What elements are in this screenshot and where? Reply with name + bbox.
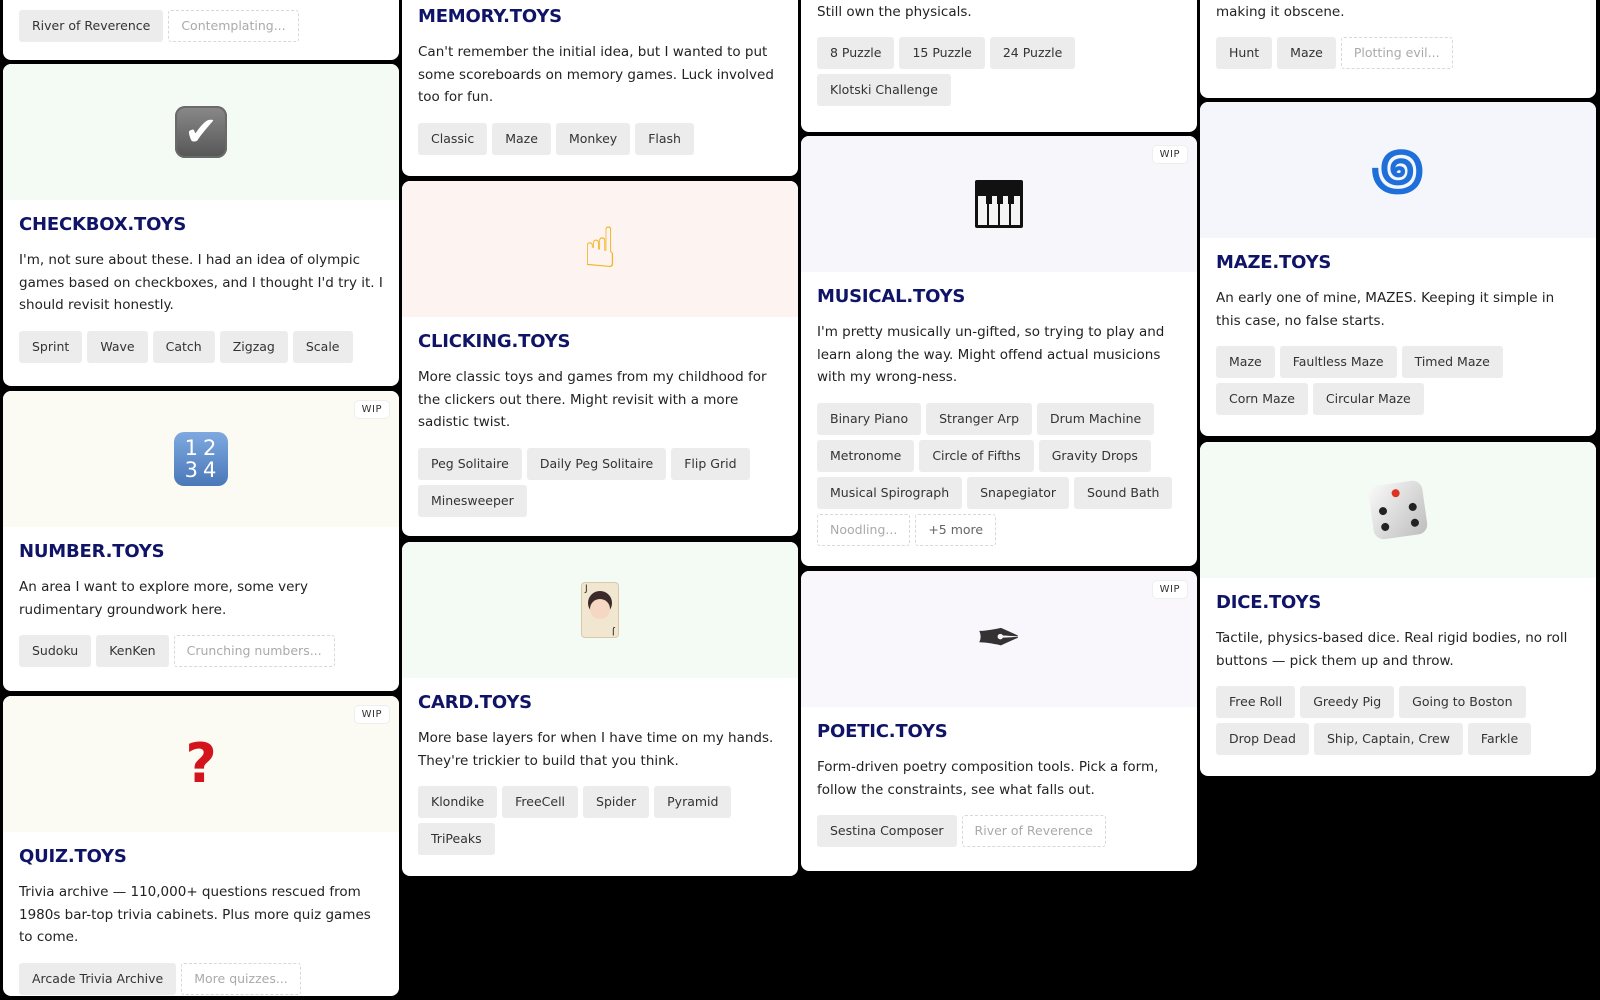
tag[interactable]: Klondike <box>418 786 497 818</box>
card-corner-mark: J <box>612 626 615 636</box>
tag[interactable]: Farkle <box>1468 723 1531 755</box>
tag-placeholder: More quizzes... <box>181 963 301 995</box>
card-description: More base layers for when I have time on my hands. They're trickier to build that you think. <box>418 730 774 769</box>
wip-badge: WIP <box>1153 581 1187 598</box>
card-card-toys[interactable] <box>402 542 798 876</box>
tag[interactable]: Circular Maze <box>1313 383 1424 415</box>
tag[interactable]: Maze <box>1216 346 1275 378</box>
card-title[interactable]: MEMORY.TOYS <box>418 6 562 27</box>
more-tags-button[interactable]: +5 more <box>915 514 996 546</box>
tag[interactable]: TriPeaks <box>418 823 495 855</box>
tag[interactable]: Hunt <box>1216 37 1272 69</box>
game-die-icon <box>1368 480 1429 541</box>
tag[interactable]: Timed Maze <box>1402 346 1503 378</box>
wip-badge: WIP <box>1153 146 1187 163</box>
tag[interactable]: Arcade Trivia Archive <box>19 963 176 995</box>
tag[interactable]: Greedy Pig <box>1300 686 1394 718</box>
tag[interactable]: Scale <box>293 331 353 363</box>
joker-card-icon <box>582 583 618 637</box>
tag[interactable]: Circle of Fifths <box>919 440 1033 472</box>
tag[interactable]: Daily Peg Solitaire <box>527 448 666 480</box>
tag[interactable]: Zigzag <box>220 331 288 363</box>
tag[interactable]: 24 Puzzle <box>990 37 1075 69</box>
card-hero <box>3 391 399 527</box>
tag[interactable]: Metronome <box>817 440 914 472</box>
card-title[interactable]: DICE.TOYS <box>1216 592 1322 613</box>
tag[interactable]: River of Reverence <box>19 10 163 42</box>
tag[interactable]: Classic <box>418 123 487 155</box>
red-question-mark-icon: ? <box>185 732 217 795</box>
card-musical-toys[interactable] <box>801 136 1197 566</box>
tag[interactable]: Maze <box>492 123 551 155</box>
fountain-pen-icon: ✒ <box>975 606 1023 671</box>
card-description: Can't remember the initial idea, but I wanted to put some scoreboards on memory games. Luck involved too for fun. <box>418 44 774 105</box>
tag[interactable]: Klotski Challenge <box>817 74 951 106</box>
card-hero <box>3 696 399 832</box>
card-hero <box>1200 102 1596 238</box>
tag[interactable]: Sound Bath <box>1074 477 1172 509</box>
card-title[interactable]: CHECKBOX.TOYS <box>19 214 187 235</box>
card-description: making it obscene. <box>1216 3 1345 20</box>
card-number-toys[interactable] <box>3 391 399 691</box>
tag[interactable]: Wave <box>87 331 147 363</box>
tag[interactable]: Corn Maze <box>1216 383 1308 415</box>
card-description: More classic toys and games from my childhood for the clickers out there. Might revisit with a more sadistic twist. <box>418 369 767 430</box>
card-hero <box>402 181 798 317</box>
tag[interactable]: Going to Boston <box>1399 686 1525 718</box>
tag[interactable]: FreeCell <box>502 786 578 818</box>
card-title[interactable]: MUSICAL.TOYS <box>817 286 966 307</box>
ballot-box-check-icon: ✔ <box>175 106 227 158</box>
tag-placeholder: Noodling... <box>817 514 910 546</box>
card-clicking-toys[interactable] <box>402 181 798 536</box>
tag[interactable]: Drop Dead <box>1216 723 1309 755</box>
card-hero <box>1200 442 1596 578</box>
card-description: An early one of mine, MAZES. Keeping it simple in this case, no false starts. <box>1216 290 1555 329</box>
card-memory-toys[interactable] <box>402 0 798 176</box>
joker-face <box>590 599 610 619</box>
tag[interactable]: Peg Solitaire <box>418 448 522 480</box>
pointing-up-hand-icon: ☝ <box>582 216 618 281</box>
card-title[interactable]: CARD.TOYS <box>418 692 532 713</box>
card-description: I'm, not sure about these. I had an idea of olympic games based on checkboxes, and I thought I'd try it. I should revisit honestly. <box>19 252 383 313</box>
tag[interactable]: Faultless Maze <box>1280 346 1397 378</box>
card-poetic-toys[interactable] <box>801 571 1197 871</box>
card-hero <box>3 64 399 200</box>
card-partial-top-col3[interactable] <box>801 0 1197 132</box>
card-hero <box>402 542 798 678</box>
icon-digits-top: 12 <box>184 436 222 460</box>
card-description: Tactile, physics-based dice. Real rigid bodies, no roll buttons — pick them up and throw. <box>1216 630 1568 669</box>
cyclone-spiral-icon: ꩜ <box>1371 137 1425 202</box>
card-dice-toys[interactable] <box>1200 442 1596 776</box>
card-title[interactable]: POETIC.TOYS <box>817 721 948 742</box>
wip-badge: WIP <box>355 401 389 418</box>
tag[interactable]: Sprint <box>19 331 82 363</box>
tag[interactable]: Pyramid <box>654 786 731 818</box>
card-maze-toys[interactable] <box>1200 102 1596 436</box>
card-hero <box>801 136 1197 272</box>
tag[interactable]: Ship, Captain, Crew <box>1314 723 1463 755</box>
tag[interactable]: Flip Grid <box>671 448 749 480</box>
card-title[interactable]: NUMBER.TOYS <box>19 541 165 562</box>
card-description: Form-driven poetry composition tools. Pick a form, follow the constraints, see what falls out. <box>817 759 1159 798</box>
tag[interactable]: Binary Piano <box>817 403 921 435</box>
card-corner-letter: J <box>585 584 588 594</box>
tag-placeholder: Plotting evil... <box>1341 37 1453 69</box>
tag[interactable]: Monkey <box>556 123 630 155</box>
tag[interactable]: Drum Machine <box>1037 403 1154 435</box>
card-partial-top-col1[interactable] <box>3 0 399 60</box>
card-checkbox-toys[interactable] <box>3 64 399 386</box>
tag[interactable]: Free Roll <box>1216 686 1295 718</box>
tag-placeholder: River of Reverence <box>962 815 1106 847</box>
card-description: Still own the physicals. <box>817 3 972 20</box>
tag[interactable]: Maze <box>1277 37 1336 69</box>
wip-badge: WIP <box>355 706 389 723</box>
card-title[interactable]: QUIZ.TOYS <box>19 846 127 867</box>
tag-placeholder: Contemplating... <box>168 10 298 42</box>
piano-keyboard-icon <box>975 180 1023 228</box>
icon-digits-bottom: 34 <box>184 458 222 482</box>
tag[interactable]: Catch <box>153 331 215 363</box>
tag[interactable]: Gravity Drops <box>1039 440 1151 472</box>
card-description: Trivia archive — 110,000+ questions rescued from 1980s bar-top trivia cabinets. Plus more quiz games to come. <box>19 884 371 945</box>
card-title[interactable]: CLICKING.TOYS <box>418 331 571 352</box>
tag[interactable]: Spider <box>583 786 649 818</box>
tag[interactable]: Sudoku <box>19 635 91 667</box>
tag[interactable]: KenKen <box>96 635 168 667</box>
card-partial-top-col4[interactable] <box>1200 0 1596 98</box>
card-quiz-toys[interactable] <box>3 696 399 996</box>
tag[interactable]: Flash <box>635 123 694 155</box>
tag[interactable]: 8 Puzzle <box>817 37 894 69</box>
input-numbers-icon <box>174 432 228 486</box>
card-description: An area I want to explore more, some very rudimentary groundwork here. <box>19 579 308 618</box>
tag[interactable]: Stranger Arp <box>926 403 1032 435</box>
tag[interactable]: Minesweeper <box>418 485 527 517</box>
tag[interactable]: Snapegiator <box>967 477 1069 509</box>
tag[interactable]: 15 Puzzle <box>899 37 984 69</box>
tag[interactable]: Sestina Composer <box>817 815 957 847</box>
card-title[interactable]: MAZE.TOYS <box>1216 252 1332 273</box>
card-hero <box>801 571 1197 707</box>
card-description: I'm pretty musically un-gifted, so trying to play and learn along the way. Might offend actual musicions with my wrong-ness. <box>817 324 1165 385</box>
tag[interactable]: Musical Spirograph <box>817 477 962 509</box>
tag-placeholder: Crunching numbers... <box>174 635 335 667</box>
